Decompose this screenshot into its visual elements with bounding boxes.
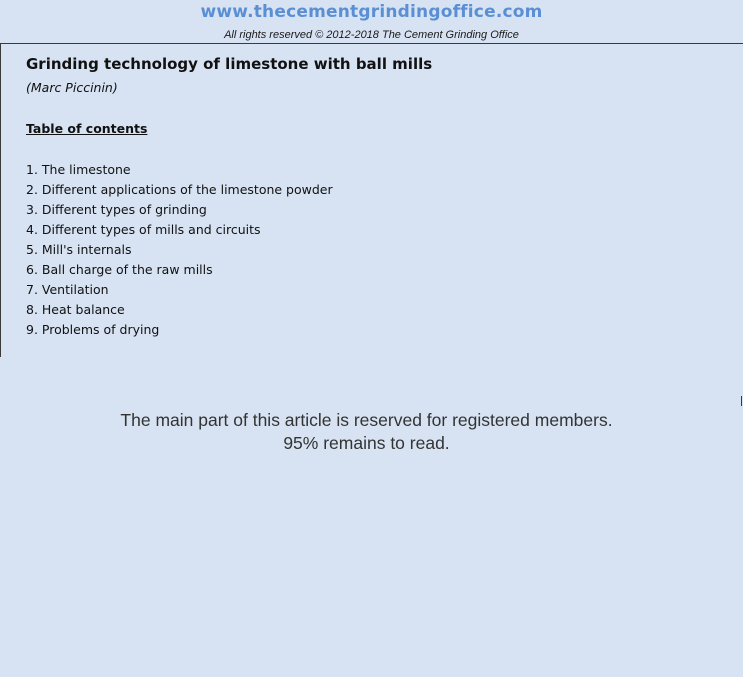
notice-line-2: 95% remains to read. [283, 433, 450, 453]
toc-item: 2. Different applications of the limestone powder [26, 182, 333, 197]
toc-item: 4. Different types of mills and circuits [26, 222, 261, 237]
toc-item: 3. Different types of grinding [26, 202, 207, 217]
article [26, 54, 726, 340]
copyright-notice: All rights reserved © 2012-2018 The Cement Grinding Office [224, 29, 519, 41]
left-border [0, 43, 1, 357]
site-url[interactable]: www.thecementgrindingoffice.com [200, 2, 543, 22]
article-title: Grinding technology of limestone with ball mills [26, 55, 433, 73]
notice-line-1: The main part of this article is reserved for registered members. [120, 410, 613, 430]
toc-heading: Table of contents [26, 121, 148, 136]
right-border-tick [741, 396, 742, 406]
toc-list [26, 160, 726, 340]
article-author: (Marc Piccinin) [26, 80, 118, 95]
toc-item: 7. Ventilation [26, 282, 109, 297]
toc-item: 6. Ball charge of the raw mills [26, 262, 213, 277]
header-divider [0, 43, 743, 44]
members-only-notice [0, 409, 733, 455]
toc-item: 1. The limestone [26, 162, 131, 177]
toc-item: 5. Mill's internals [26, 242, 132, 257]
toc-item: 8. Heat balance [26, 302, 125, 317]
toc-item: 9. Problems of drying [26, 322, 160, 337]
